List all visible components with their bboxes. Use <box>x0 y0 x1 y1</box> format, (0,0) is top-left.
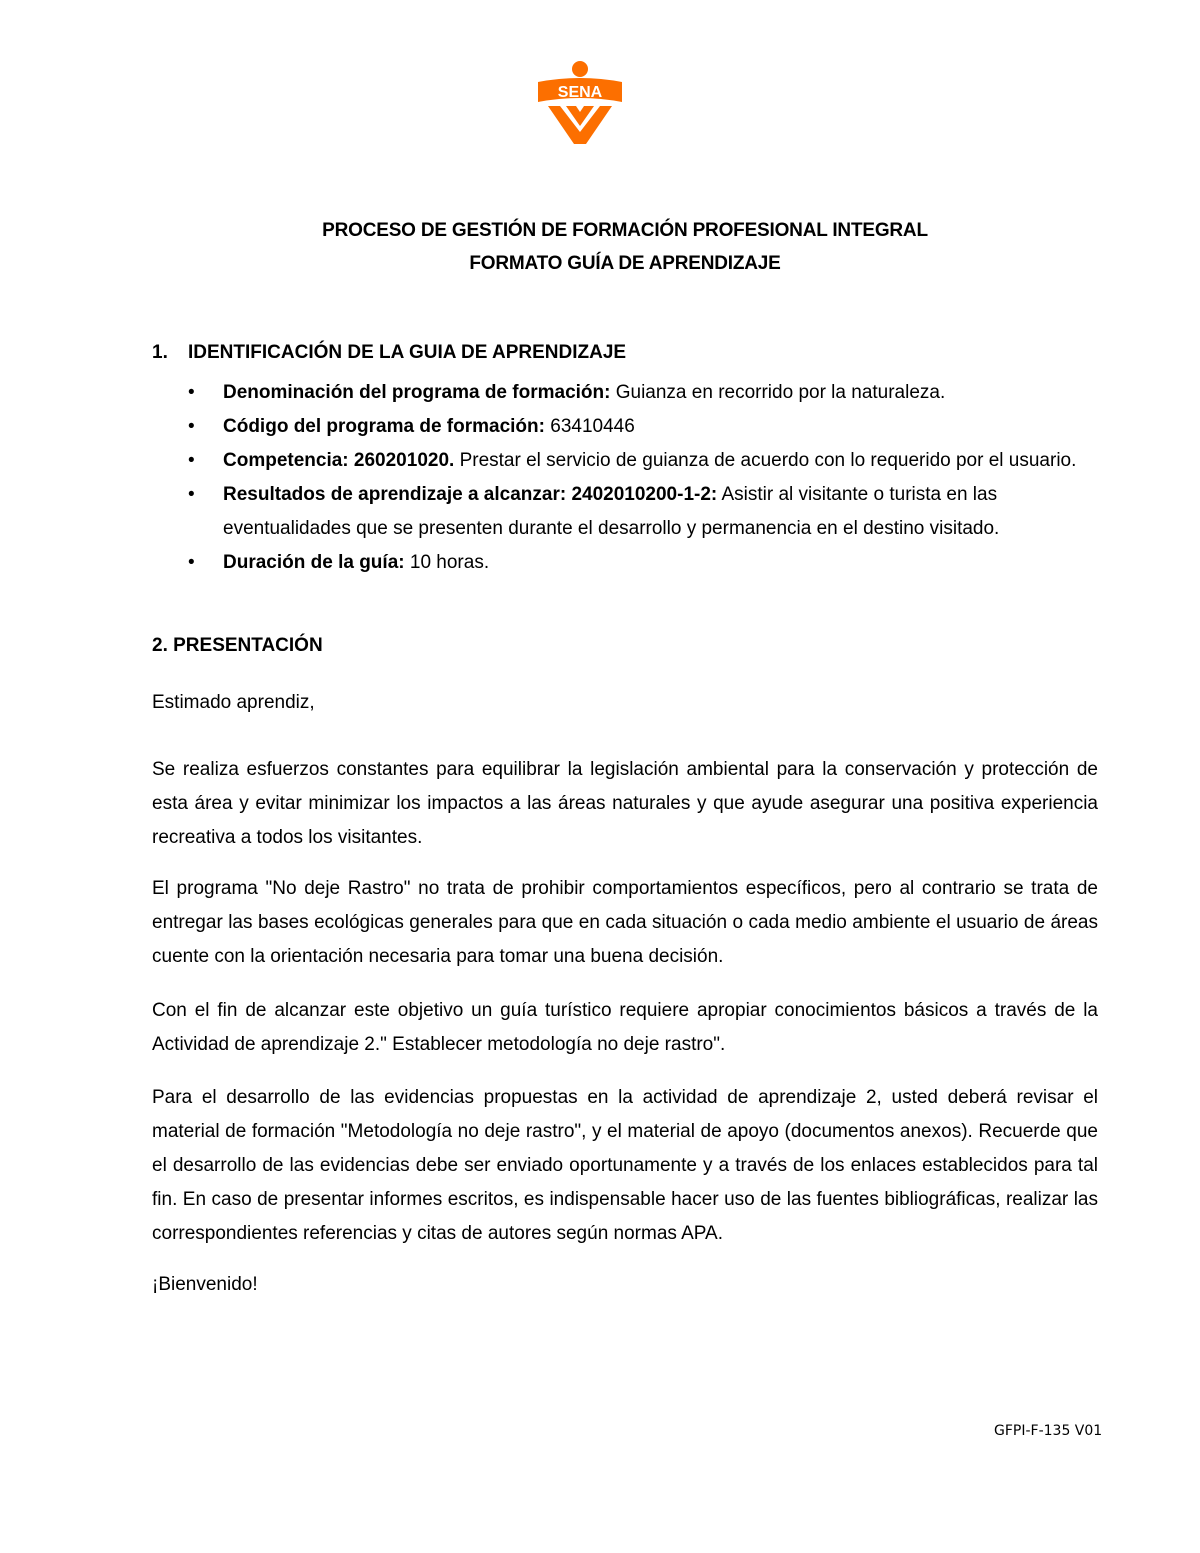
form-code: GFPI-F-135 V01 <box>994 1423 1103 1439</box>
item-value: 10 horas. <box>404 552 490 573</box>
section-1-title: IDENTIFICACIÓN DE LA GUIA DE APRENDIZAJE <box>188 342 627 363</box>
list-item <box>152 410 1112 444</box>
body-paragraph: El programa "No deje Rastro" no trata de prohibir comportamientos específicos, pero al contrario se trata de entregar las bases ecológicas generales para que en cada situación o cada medio ambiente el usuario de áreas cuente con la orientación necesaria para tomar una buena decisión. <box>152 878 1098 967</box>
item-label: Resultados de aprendizaje a alcanzar: 2402010200-1-2: <box>223 484 718 505</box>
list-item <box>152 444 1112 478</box>
welcome-paragraph: ¡Bienvenido! <box>152 1274 258 1295</box>
item-value: Asistir al visitante o turista en las eventualidades que se presenten durante el desarrollo y permanencia en el destino visitado. <box>223 484 1000 539</box>
item-label: Duración de la guía: <box>223 552 405 573</box>
item-label: Código del programa de formación: <box>223 416 545 437</box>
document-subtitle: FORMATO GUÍA DE APRENDIZAJE <box>469 253 781 274</box>
section-2-heading: 2. PRESENTACIÓN <box>152 635 323 656</box>
sena-logo-head <box>572 61 588 77</box>
bullet-icon: • <box>188 450 195 471</box>
bullet-icon: • <box>188 382 195 403</box>
greeting-paragraph: Estimado aprendiz, <box>152 692 315 713</box>
list-item <box>152 478 1112 546</box>
document-title: PROCESO DE GESTIÓN DE FORMACIÓN PROFESIONAL INTEGRAL <box>322 220 928 241</box>
item-value: Guianza en recorrido por la naturaleza. <box>610 382 946 403</box>
item-value: Prestar el servicio de guianza de acuerdo con lo requerido por el usuario. <box>454 450 1077 471</box>
body-paragraph: Se realiza esfuerzos constantes para equilibrar la legislación ambiental para la conservación y protección de esta área y evitar minimizar los impactos a las áreas naturales y que ayude asegurar una positiva experiencia recreativa a todos los visitantes. <box>152 759 1098 848</box>
item-label: Denominación del programa de formación: <box>223 382 611 403</box>
bullet-icon: • <box>188 552 195 573</box>
section-1-heading <box>152 342 626 364</box>
list-item <box>152 546 1112 580</box>
body-paragraph: Con el fin de alcanzar este objetivo un guía turístico requiere apropiar conocimientos básicos a través de la Actividad de aprendizaje 2." Establecer metodología no deje rastro". <box>152 1000 1098 1055</box>
sena-logo <box>536 60 626 144</box>
bullet-icon: • <box>188 416 195 437</box>
section-1-number: 1. <box>152 342 168 363</box>
list-item <box>152 376 1112 410</box>
body-paragraph: Para el desarrollo de las evidencias propuestas en la actividad de aprendizaje 2, usted deberá revisar el material de formación "Metodología no deje rastro", y el material de apoyo (documentos anexos). Recuerde que el desarrollo de las evidencias debe ser enviado oportunamente y a través de los enlaces establecidos para tal fin. En caso de presentar informes escritos, es indispensable hacer uso de las fuentes bibliográficas, realizar las correspondientes referencias y citas de autores según normas APA. <box>152 1087 1098 1244</box>
identification-list <box>152 376 1112 580</box>
item-value: 63410446 <box>544 416 635 437</box>
item-label: Competencia: 260201020. <box>223 450 455 471</box>
sena-logo-text: SENA <box>557 84 603 101</box>
bullet-icon: • <box>188 484 195 505</box>
